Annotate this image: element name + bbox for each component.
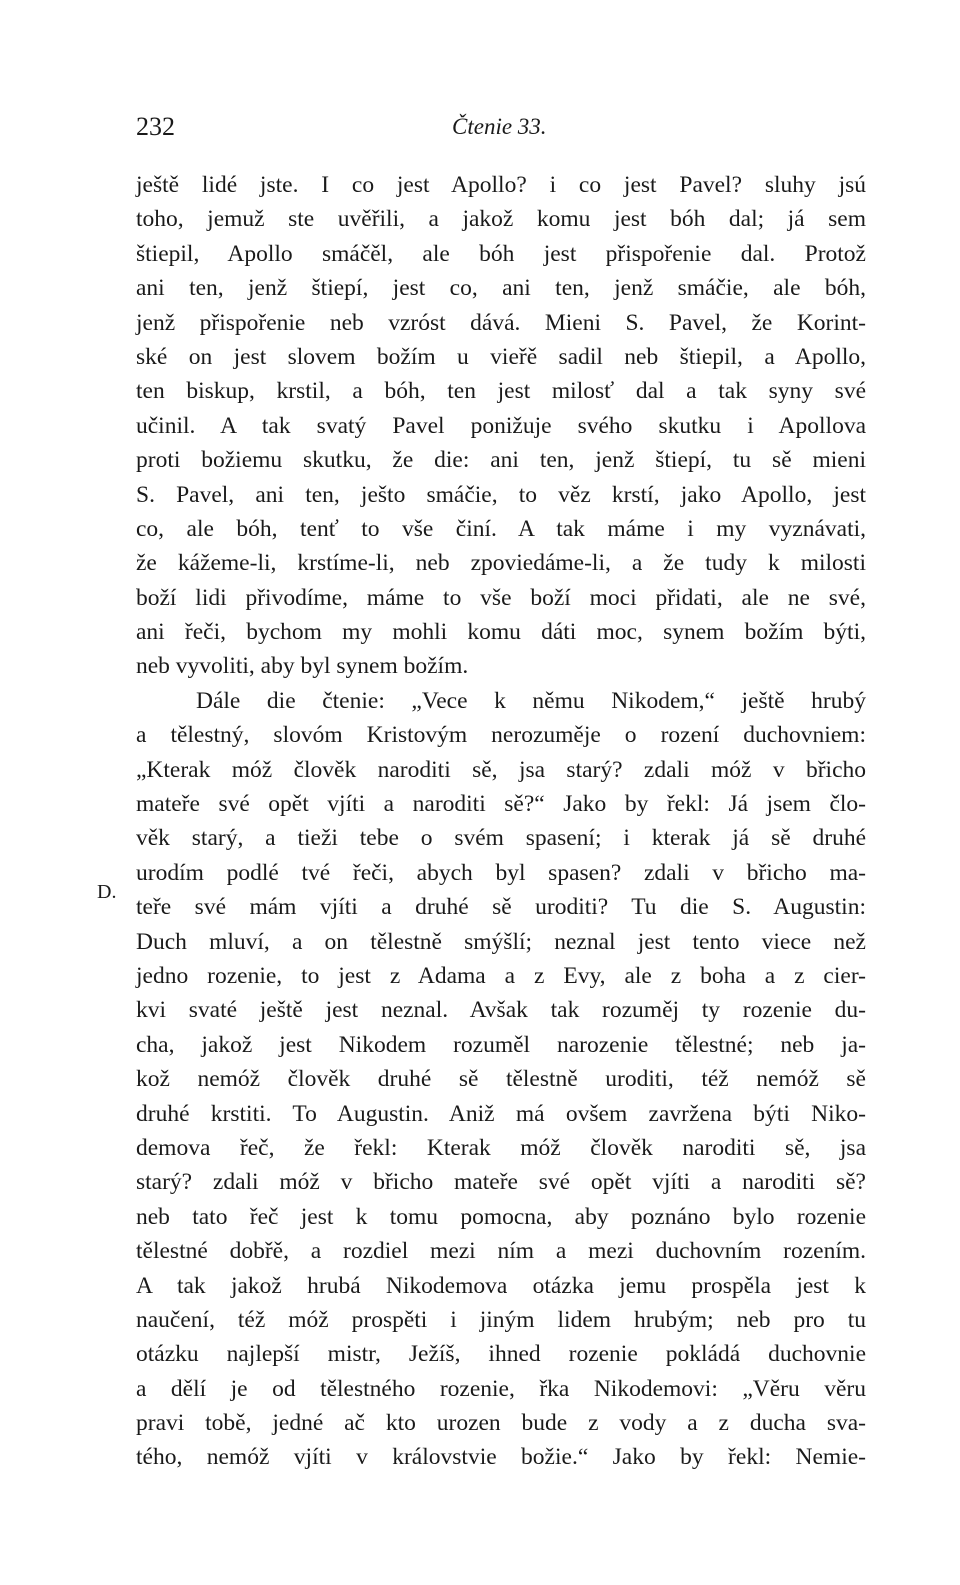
text-line: pravi tobě, jedné ač kto urozen bude z vody a z ducha sva- bbox=[136, 1410, 866, 1437]
text-line: teře své mám vjíti a druhé sě uroditi? Tu die S. Augustin: bbox=[136, 894, 866, 921]
text-line: věk starý, a tieži tebe o svém spasení; i kterak já sě druhé bbox=[136, 825, 866, 852]
text-line: ani ten, jenž štiepí, jest co, ani ten, jenž smáčie, ale bóh, bbox=[136, 275, 866, 302]
text-line: štiepil, Apollo smáčěl, ale bóh jest přispořenie dal. Protož bbox=[136, 240, 866, 267]
text-line: jenž přispořenie neb vzróst dává. Mieni S. Pavel, že Korint- bbox=[136, 309, 866, 336]
text-line: ské on jest slovem božím u vieřě sadil neb štiepil, a Apollo, bbox=[136, 343, 866, 370]
text-line: a dělí je od tělestného rozenie, řka Nikodemovi: „Věru věru bbox=[136, 1375, 866, 1402]
text-line: „Kterak móž člověk naroditi sě, jsa starý? zdali móž v břicho bbox=[136, 756, 866, 783]
text-line: naučení, též móž prospěti i jiným lidem hrubým; neb pro tu bbox=[136, 1306, 866, 1333]
text-line: starý? zdali móž v břicho mateře své opět vjíti a naroditi sě? bbox=[136, 1169, 866, 1196]
text-line: učinil. A tak svatý Pavel ponižuje svého skutku i Apollova bbox=[136, 412, 866, 439]
body-text bbox=[136, 168, 866, 1475]
text-line: A tak jakož hrubá Nikodemova otázka jemu prospěla jest k bbox=[136, 1272, 866, 1299]
text-line: kož nemóž člověk druhé sě tělestně uroditi, též nemóž sě bbox=[136, 1066, 866, 1093]
text-line: boží lidi přivodíme, máme to vše boží moci přidati, ale ne své, bbox=[136, 584, 866, 611]
text-line: a tělestný, slovóm Kristovým nerozuměje o rození duchovniem: bbox=[136, 722, 866, 749]
text-line: demova řeč, že řekl: Kterak móž člověk naroditi sě, jsa bbox=[136, 1134, 866, 1161]
text-line: otázku najlepší mistr, Ježíš, ihned rozenie pokládá duchovnie bbox=[136, 1341, 866, 1368]
text-line: kvi svaté ještě jest neznal. Avšak tak rozuměj ty rozenie du- bbox=[136, 997, 866, 1024]
running-title: Čtenie 33. bbox=[452, 114, 547, 139]
text-line: neb tato řeč jest k tomu pomocna, aby poznáno bylo rozenie bbox=[136, 1203, 866, 1230]
text-line: jedno rozenie, to jest z Adama a z Evy, ale z boha a z cier- bbox=[136, 962, 866, 989]
text-line: cha, jakož jest Nikodem rozuměl narozenie tělestné; neb ja- bbox=[136, 1031, 866, 1058]
text-line: že kážeme-li, krstíme-li, neb zpoviedáme-li, a že tudy k milosti bbox=[136, 550, 866, 577]
text-line: ještě lidé jste. I co jest Apollo? i co jest Pavel? sluhy jsú bbox=[136, 172, 866, 198]
margin-note: D. bbox=[97, 881, 117, 903]
page-number: 232 bbox=[136, 112, 175, 141]
text-line: urodím podlé tvé řeči, abych byl spasen? zdali v břicho ma- bbox=[136, 859, 866, 886]
text-line: co, ale bóh, tenť to vše činí. A tak máme i my vyznávati, bbox=[136, 515, 866, 542]
text-line: tělestné dobřě, a rozdiel mezi ním a mezi duchovním rozením. bbox=[136, 1238, 866, 1265]
text-line: S. Pavel, ani ten, ješto smáčie, to věz krstí, jako Apollo, jest bbox=[136, 481, 866, 508]
text-line: ten biskup, krstil, a bóh, ten jest milosť dal a tak syny své bbox=[136, 378, 866, 405]
text-line: mateře své opět vjíti a naroditi sě?“ Jako by řekl: Já jsem člo- bbox=[136, 791, 866, 818]
text-line: proti božiemu skutku, že die: ani ten, jenž štiepí, tu sě mieni bbox=[136, 447, 866, 474]
text-line: Dále die čtenie: „Vece k němu Nikodem,“ ještě hrubý bbox=[196, 687, 866, 714]
text-line: tého, nemóž vjíti v královstvie božie.“ Jako by řekl: Nemie- bbox=[136, 1444, 866, 1471]
text-line: Duch mluví, a on tělestně smýšlí; neznal jest tento viece než bbox=[136, 928, 866, 955]
text-line: druhé krstiti. To Augustin. Aniž má ovšem zavržena býti Niko- bbox=[136, 1100, 866, 1127]
text-line: ani řeči, bychom my mohli komu dáti moc, synem božím býti, bbox=[136, 619, 866, 646]
page-header bbox=[136, 112, 866, 152]
text-line: neb vyvoliti, aby byl synem božím. bbox=[136, 653, 469, 680]
text-line: toho, jemuž ste uvěřili, a jakož komu jest bóh dal; já sem bbox=[136, 206, 866, 233]
